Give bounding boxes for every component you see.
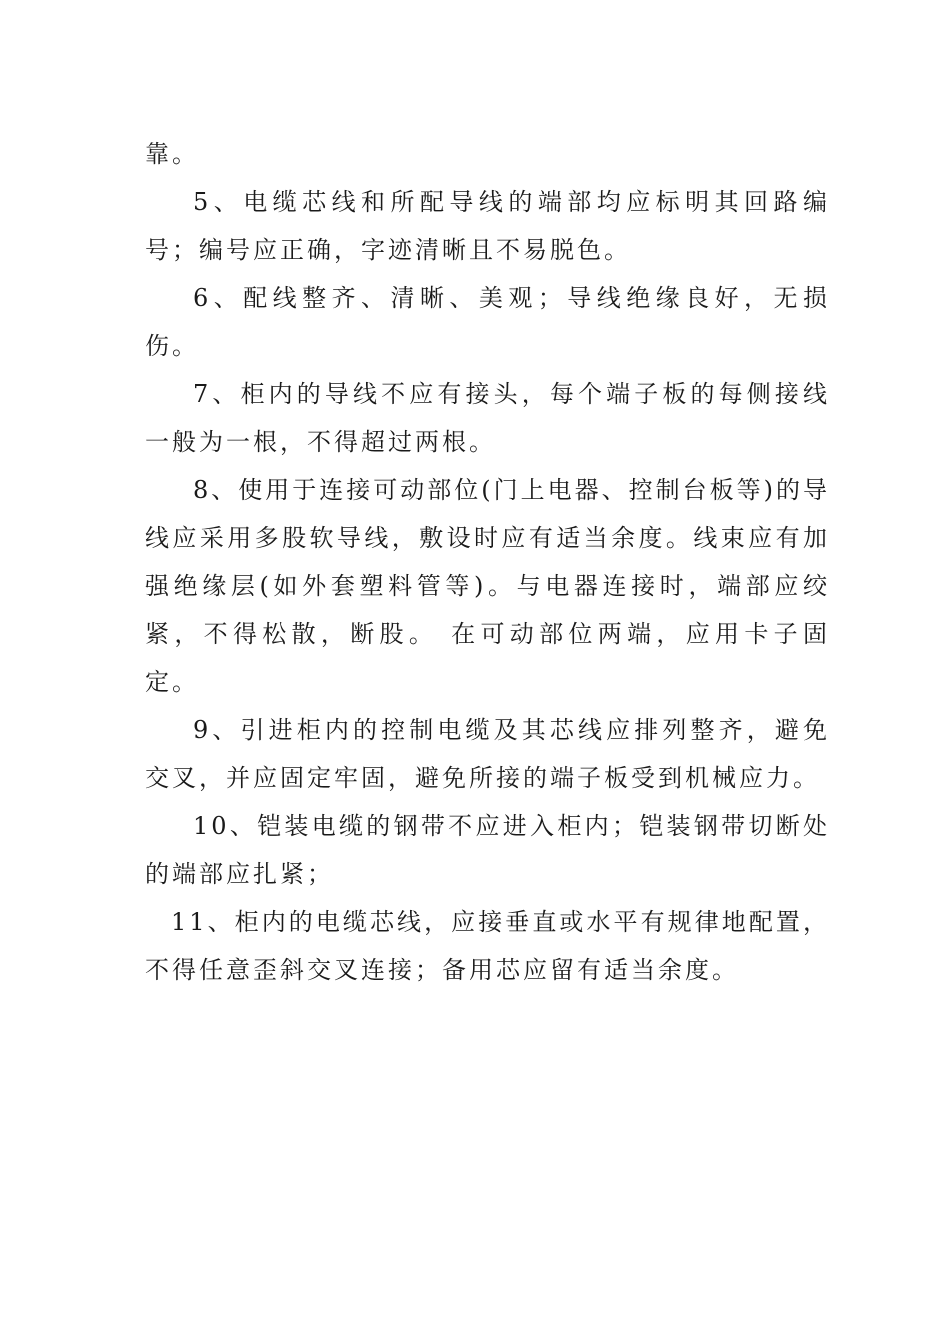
paragraph-item-10: 10、铠装电缆的钢带不应进入柜内；铠装钢带切断处的端部应扎紧； [145, 812, 830, 888]
paragraph-continuation: 靠。 [145, 140, 199, 168]
paragraph-item-7: 7、柜内的导线不应有接头，每个端子板的每侧接线一般为一根，不得超过两根。 [145, 380, 830, 456]
paragraph-item-11: 11、柜内的电缆芯线，应接垂直或水平有规律地配置，不得任意歪斜交叉连接；备用芯应留有适当余度。 [145, 908, 830, 984]
paragraph-item-8: 8、使用于连接可动部位(门上电器、控制台板等)的导线应采用多股软导线，敷设时应有适当余度。线束应有加强绝缘层(如外套塑料管等)。与电器连接时，端部应绞紧，不得松散，断股。 在可动部位两端，应用卡子固定。 [145, 476, 830, 696]
document-body [145, 130, 830, 994]
paragraph-item-6: 6、配线整齐、清晰、美观；导线绝缘良好，无损伤。 [145, 284, 830, 360]
paragraph-item-5: 5、电缆芯线和所配导线的端部均应标明其回路编号；编号应正确，字迹清晰且不易脱色。 [145, 188, 830, 264]
paragraph-item-9: 9、引进柜内的控制电缆及其芯线应排列整齐，避免交叉，并应固定牢固，避免所接的端子板受到机械应力。 [145, 716, 830, 792]
